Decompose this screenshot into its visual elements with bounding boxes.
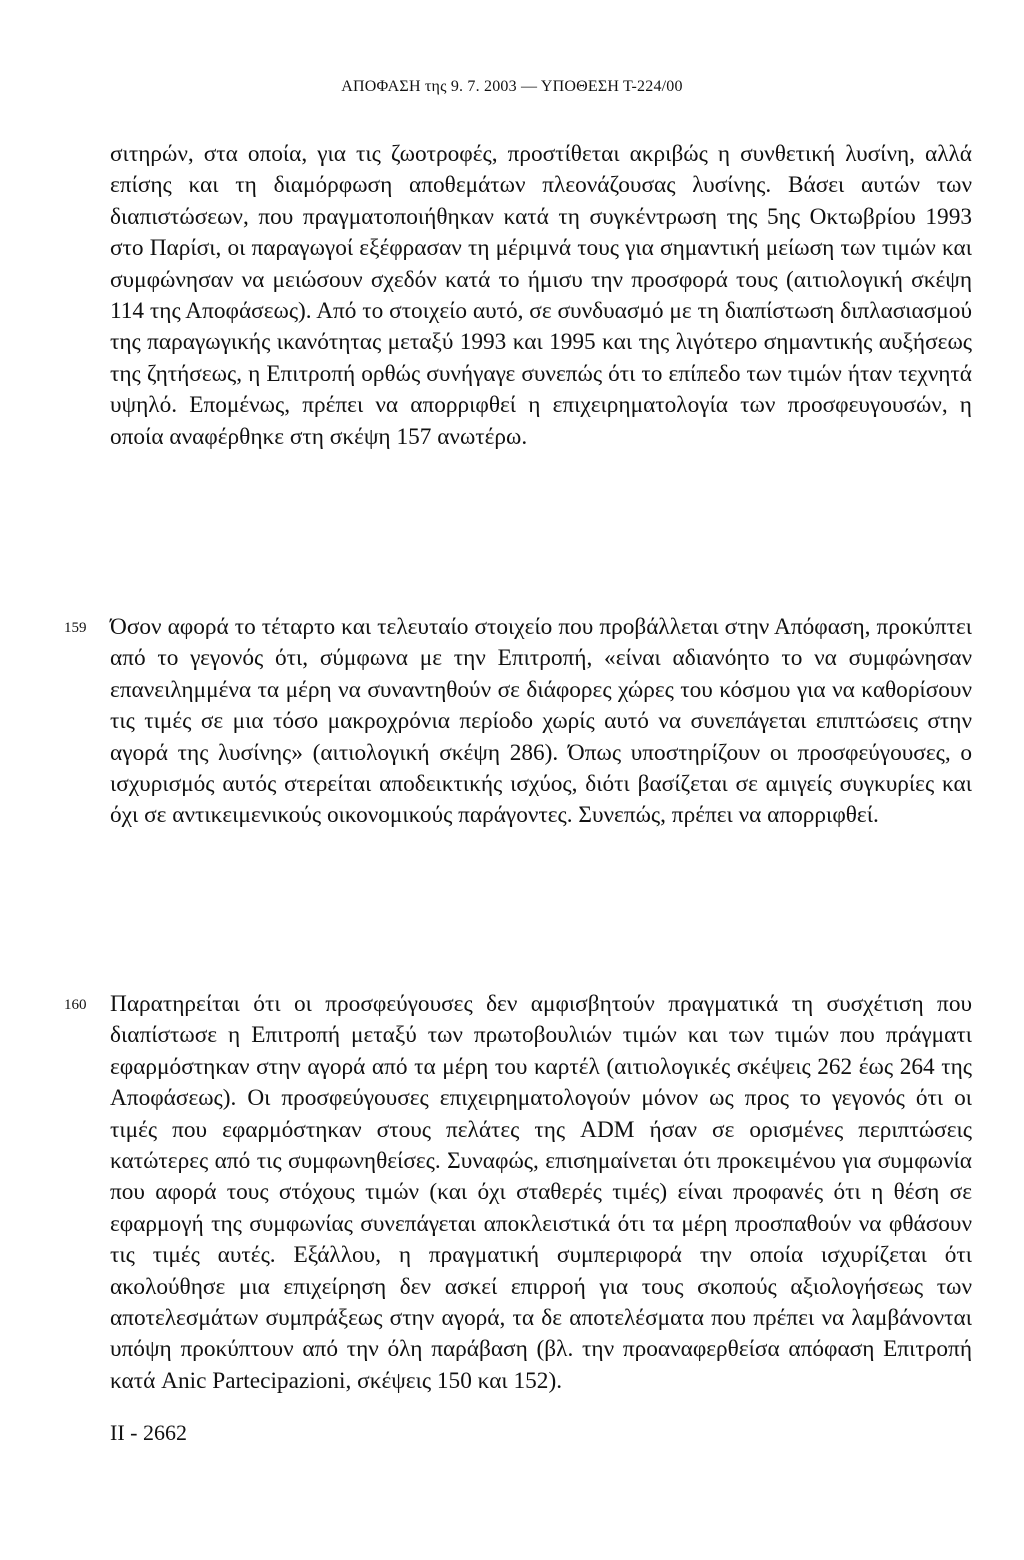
paragraph-number-159: 159 xyxy=(64,620,87,636)
paragraph-160: Παρατηρείται ότι οι προσφεύγουσες δεν αμφισβητούν πραγματικά τη συσχέτιση που διαπίστωσε η Επιτροπή μεταξύ των πρωτοβουλιών τιμών και των τιμών που πράγματι εφαρμόστηκαν στην αγορά από τα μέρη του καρτέλ (αιτιολογικές σκέψεις 262 έως 264 της Αποφάσεως). Οι προσφεύγουσες επιχειρηματολογούν μόνον ως προς το γεγονός ότι οι τιμές που εφαρμόστηκαν στους πελάτες της ADM ήσαν σε ορισμένες περιπτώσεις κατώτερες από τις συμφωνηθείσες. Συναφώς, επισημαίνεται ότι προκειμένου για συμφωνία που αφορά τους στόχους τιμών (και όχι σταθερές τιμές) είναι προφανές ότι η θέση σε εφαρμογή της συμφωνίας συνεπάγεται αποκλειστικά ότι τα μέρη προσπαθούν να φθάσουν τις τιμές αυτές. Εξάλλου, η πραγματική συμπεριφορά την οποία ισχυρίζεται ότι ακολούθησε μια επιχείρηση δεν ασκεί επιρροή για τους σκοπούς αξιολογήσεως των αποτελεσμάτων συμπράξεως στην αγορά, τα δε αποτελέσματα που πρέπει να λαμβάνονται υπόψη προκύπτουν από την όλη παράβαση (βλ. την προαναφερθείσα απόφαση Επιτροπή κατά Anic Partecipazioni, σκέψεις 150 και 152). xyxy=(110,991,972,1394)
page-number: II - 2662 xyxy=(110,1420,187,1445)
paragraph-number-160: 160 xyxy=(64,997,87,1013)
paragraph-159: Όσον αφορά το τέταρτο και τελευταίο στοιχείο που προβάλλεται στην Απόφαση, προκύπτει από το γεγονός ότι, σύμφωνα με την Επιτροπή, «είναι αδιανόητο το να συμφώνησαν επανειλημμένα τα μέρη να συναντηθούν σε διάφορες χώρες του κόσμου για να καθορίσουν τις τιμές σε μια τόσο μακροχρόνια περίοδο χωρίς αυτό να συνεπάγεται επιπτώσεις στην αγορά της λυσίνης» (αιτιολογική σκέψη 286). Όπως υποστηρίζουν οι προσφεύγουσες, ο ισχυρισμός αυτός στερείται αποδεικτικής ισχύος, διότι βασίζεται σε αμιγείς συγκυρίες και όχι σε αντικειμενικούς οικονομικούς παράγοντες. Συνεπώς, πρέπει να απορριφθεί. xyxy=(110,614,972,829)
paragraph-158-continuation: σιτηρών, στα οποία, για τις ζωοτροφές, προστίθεται ακριβώς η συνθετική λυσίνη, αλλά επίσης και τη διαμόρφωση αποθεμάτων πλεονάζουσας λυσίνης. Βάσει αυτών των διαπιστώσεων, που πραγματοποιήθηκαν κατά τη συγκέντρωση της 5ης Οκτωβρίου 1993 στο Παρίσι, οι παραγωγοί εξέφρασαν τη μέριμνά τους για σημαντική μείωση των τιμών και συμφώνησαν να μειώσουν σχεδόν κατά το ήμισυ την προσφορά τους (αιτιολογική σκέψη 114 της Αποφάσεως). Από το στοιχείο αυτό, σε συνδυασμό με τη διαπίστωση διπλασιασμού της παραγωγικής ικανότητας μεταξύ 1993 και 1995 και της λιγότερο σημαντικής αυξήσεως της ζητήσεως, η Επιτροπή ορθώς συνήγαγε συνεπώς ότι το επίπεδο των τιμών ήταν τεχνητά υψηλό. Επομένως, πρέπει να απορριφθεί η επιχειρηματολογία των προσφευγουσών, η οποία αναφέρθηκε στη σκέψη 157 ανωτέρω. xyxy=(110,141,972,450)
running-header: ΑΠΟΦΑΣΗ της 9. 7. 2003 — ΥΠΟΘΕΣΗ Τ-224/00 xyxy=(341,78,683,95)
